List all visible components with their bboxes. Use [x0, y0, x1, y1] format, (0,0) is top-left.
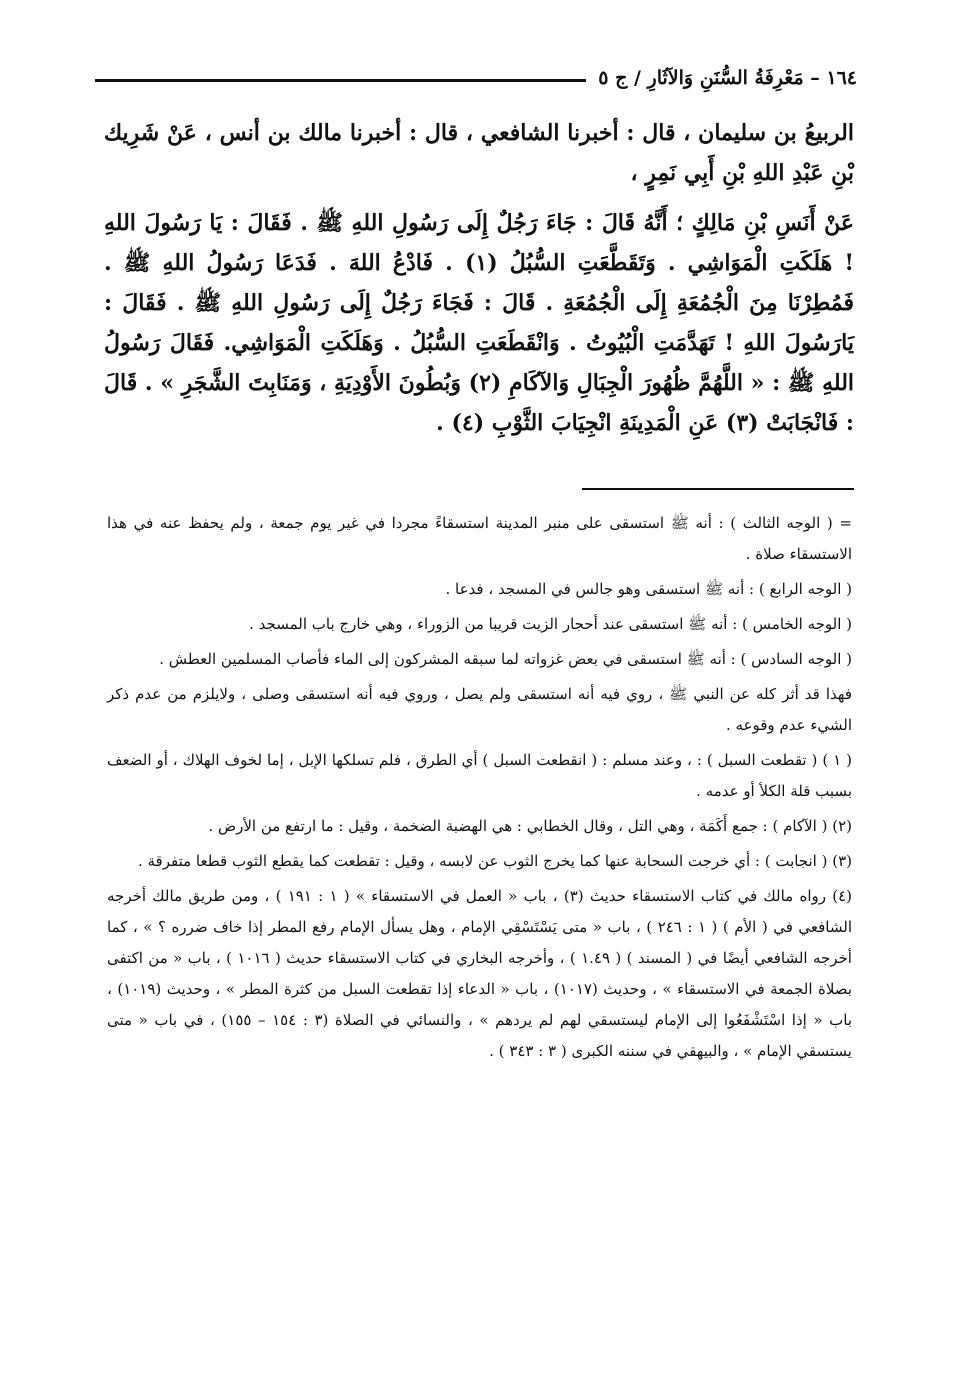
footnote-item: = ( الوجه الثالث ) : أنه ﷺ استسقى على منبر المدينة استسقاءً مجردا في غير يوم جمعة ، ولم يحفظ عنه في هذا الاستسقاء صلاة . — [107, 514, 852, 563]
footnote-item: (٤) رواه مالك في كتاب الاستسقاء حديث (٣) ، باب « العمل في الاستسقاء » ( ١ : ١٩١ ) ، ومن طريق مالك أخرجه الشافعي في ( الأم ) ( ١ : ٢٤٦ ) ، باب « متى يَسْتَسْقِي الإمام ، وهل يسأل الإمام رفع المطر إذا خاف ضرره ؟ » ، كما أخرجه الشافعي أيضًا في ( المسند ) ( ١.٤٩ ) ، وأخرجه البخاري في كتاب الاستسقاء حديث ( ١٠١٦ ) ، باب « من اكتفى بصلاة الجمعة في الاستسقاء » ، وحديث (١٠١٧) ، باب « الدعاء إذا تقطعت السبل من كثرة المطر » ، وحديث (١٠١٩) ، باب « إذا اسْتَشْفَعُوا إلى الإمام ليستسقي لهم لم يردهم » ، والنسائي في الصلاة (٣ : ١٥٤ – ١٥٥) ، في باب « متى يستسقي الإمام » ، والبيهقي في سننه الكبرى ( ٣ : ٣٤٣ ) . — [107, 887, 853, 1060]
footnote-item: (٢) ( الآكام ) : جمع أَكَمَة ، وهي التل ، وقال الخطابي : هي الهضبة الضخمة ، وقيل : ما ارتفع من الأرض . — [208, 817, 852, 835]
isnad-paragraph: الربيعُ بن سليمان ، قال : أخبرنا الشافعي ، قال : أخبرنا مالك بن أنس ، عَنْ شَرِيك بْنِ عَبْدِ اللهِ بْنِ أَبِي نَمِرٍ ، — [104, 120, 854, 186]
footnote-item: ( الوجه الرابع ) : أنه ﷺ استسقى وهو جالس في المسجد ، فدعا . — [445, 580, 852, 598]
footnote-item: ( ١ ) ( تقطعت السبل ) : ، وعند مسلم : ( انقطعت السبل ) أي الطرق ، فلم تسلكها الإبل ، إما لخوف الهلاك ، أو الضعف بسبب قلة الكلأ أو عدمه . — [107, 751, 852, 800]
footnote-item: ( الوجه السادس ) : أنه ﷺ استسقى في بعض غزواته لما سبقه المشركون إلى الماء فأصاب المسلمين العطش . — [159, 650, 852, 668]
hadith-paragraph: عَنْ أَنَسِ بْنِ مَالِكٍ ؛ أَنَّهُ قَالَ : جَاءَ رَجُلٌ إِلَى رَسُولِ اللهِ ﷺ . فَقَالَ : يَا رَسُولَ اللهِ ! هَلَكَتِ الْمَوَاشِي . وَتَقَطَّعَتِ السُّبُلُ (١) . فَادْعُ اللهَ . فَدَعَا رَسُولُ اللهِ ﷺ . فَمُطِرْنَا مِنَ الْجُمُعَةِ إِلَى الْجُمُعَةِ . قَالَ : فَجَاءَ رَجُلٌ إِلَى رَسُولِ اللهِ ﷺ . فَقَالَ : يَارَسُولَ اللهِ ! تَهَدَّمَتِ الْبُيُوتُ . وَانْقَطَعَتِ السُّبُلُ . وَهَلَكَتِ الْمَوَاشِي. فَقَالَ رَسُولُ اللهِ ﷺ : « اللَّهُمَّ ظُهُورَ الْجِبَالِ وَالآكَامِ (٢) وَبُطُونَ الأَوْدِيَةِ ، وَمَنَابِتَ الشَّجَرِ » . قَالَ : فَانْجَابَتْ (٣) عَنِ الْمَدِينَةِ انْجِيَابَ الثَّوْبِ (٤) . — [104, 210, 855, 436]
footnote-item: فهذا قد أثر كله عن النبي ﷺ ، روي فيه أنه استسقى ولم يصل ، وروي فيه أنه استسقى وصلى ، ولايلزم من عدم ذكر الشيء عدم وقوعه . — [107, 685, 852, 734]
header-rule — [95, 79, 586, 82]
footnote-item: (٣) ( انجابت ) : أي خرجت السحابة عنها كما يخرج الثوب عن لابسه ، وقيل : تقطعت كما يقطع الثوب قطعا متفرقة . — [137, 852, 852, 870]
footnote-item: ( الوجه الخامس ) : أنه ﷺ استسقى عند أحجار الزيت قريبا من الزوراء ، وهي خارج باب المسجد . — [249, 615, 852, 633]
footnote-divider — [582, 488, 854, 490]
page-header — [95, 58, 857, 98]
running-title: ١٦٤ – مَعْرِفَةُ السُّنَنِ وَالآثَارِ / ج ٥ — [598, 67, 857, 89]
main-text — [104, 113, 854, 443]
footnotes — [107, 508, 852, 1071]
